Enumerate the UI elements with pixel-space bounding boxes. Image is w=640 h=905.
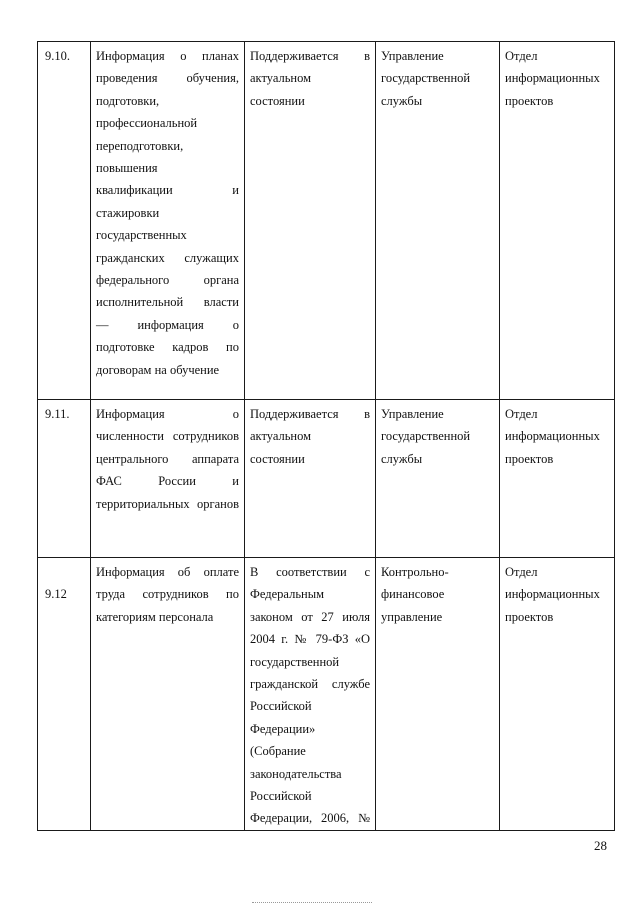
table-row bbox=[38, 42, 615, 400]
info-line: подготовки, bbox=[96, 93, 160, 108]
responsible-line: Контрольно- bbox=[381, 565, 449, 579]
responsible-line: управление bbox=[381, 609, 443, 624]
department-line: проектов bbox=[505, 93, 554, 108]
row-number: 9.10. bbox=[45, 49, 70, 63]
responsible-line: государственной bbox=[381, 429, 471, 444]
info-line: гражданских служащих bbox=[96, 250, 239, 265]
department-line: Отдел bbox=[505, 49, 538, 63]
status-line: актуальном bbox=[250, 429, 312, 444]
status-line: Федерации, 2006, № bbox=[250, 811, 370, 826]
department-line: информационных bbox=[505, 429, 600, 444]
department-line: проектов bbox=[505, 451, 554, 466]
table-row bbox=[38, 558, 615, 831]
info-line: федерального органа bbox=[96, 273, 239, 288]
info-line: повышения bbox=[96, 161, 158, 176]
info-line: стажировки bbox=[96, 205, 160, 220]
responsible-cell bbox=[376, 558, 500, 831]
status-line: государственной bbox=[250, 654, 340, 669]
department-cell bbox=[500, 558, 615, 831]
row-number: 9.11. bbox=[45, 407, 70, 421]
info-cell bbox=[91, 42, 245, 400]
status-line: состоянии bbox=[250, 93, 305, 108]
table-row bbox=[38, 400, 615, 558]
info-line: численности сотрудников bbox=[96, 429, 239, 444]
info-line: подготовке кадров по bbox=[96, 340, 239, 355]
info-line: профессиональной bbox=[96, 116, 198, 131]
page-number: 28 bbox=[594, 838, 607, 853]
info-line: договорам на обучение bbox=[96, 362, 220, 377]
info-line: центрального аппарата bbox=[96, 451, 239, 466]
status-line: Российской bbox=[250, 789, 312, 804]
info-cell bbox=[91, 558, 245, 831]
department-line: Отдел bbox=[505, 565, 538, 579]
status-line: Федерации» bbox=[250, 721, 316, 736]
status-line: (Собрание bbox=[250, 744, 306, 759]
info-line: ФАС России и bbox=[96, 474, 239, 489]
info-line: Информация об оплате bbox=[96, 565, 239, 579]
document-table bbox=[37, 41, 615, 831]
status-line: Федеральным bbox=[250, 587, 325, 602]
department-cell bbox=[500, 400, 615, 558]
info-line: квалификации и bbox=[96, 183, 239, 198]
responsible-line: Управление bbox=[381, 49, 444, 63]
status-line: В соответствии с bbox=[250, 565, 370, 579]
responsible-line: службы bbox=[381, 451, 423, 466]
row-number-cell bbox=[38, 400, 91, 558]
department-line: информационных bbox=[505, 71, 600, 86]
status-line: состоянии bbox=[250, 451, 305, 466]
department-line: Отдел bbox=[505, 407, 538, 421]
info-line: проведения обучения, bbox=[96, 71, 239, 86]
info-line: исполнительной власти bbox=[96, 295, 239, 310]
info-line: Информация о bbox=[96, 407, 239, 421]
status-line: Поддерживается в bbox=[250, 49, 370, 63]
department-line: информационных bbox=[505, 587, 600, 602]
responsible-line: государственной bbox=[381, 71, 471, 86]
status-cell bbox=[245, 400, 376, 558]
responsible-cell bbox=[376, 400, 500, 558]
info-line: категориям персонала bbox=[96, 609, 214, 624]
status-line: актуальном bbox=[250, 71, 312, 86]
status-line: Российской bbox=[250, 699, 312, 714]
info-line: государственных bbox=[96, 228, 187, 243]
responsible-cell bbox=[376, 42, 500, 400]
row-number: 9.12 bbox=[45, 587, 67, 601]
status-line: Поддерживается в bbox=[250, 407, 370, 421]
status-line: 2004 г. № 79-ФЗ «О bbox=[250, 632, 370, 647]
info-cell bbox=[91, 400, 245, 558]
info-line: труда сотрудников по bbox=[96, 587, 239, 602]
info-line: территориальных органов bbox=[96, 496, 239, 511]
department-cell bbox=[500, 42, 615, 400]
status-line: законом от 27 июля bbox=[250, 609, 370, 624]
status-line: законодательства bbox=[250, 766, 342, 781]
department-line: проектов bbox=[505, 609, 554, 624]
info-line: — информация о bbox=[96, 317, 239, 332]
row-number-cell bbox=[38, 42, 91, 400]
info-line: Информация о планах bbox=[96, 49, 239, 63]
responsible-line: Управление bbox=[381, 407, 444, 421]
status-cell bbox=[245, 42, 376, 400]
responsible-line: финансовое bbox=[381, 587, 445, 602]
info-line: переподготовки, bbox=[96, 138, 184, 153]
row-number-cell bbox=[38, 558, 91, 831]
status-cell bbox=[245, 558, 376, 831]
status-line: гражданской службе bbox=[250, 677, 370, 692]
responsible-line: службы bbox=[381, 93, 423, 108]
